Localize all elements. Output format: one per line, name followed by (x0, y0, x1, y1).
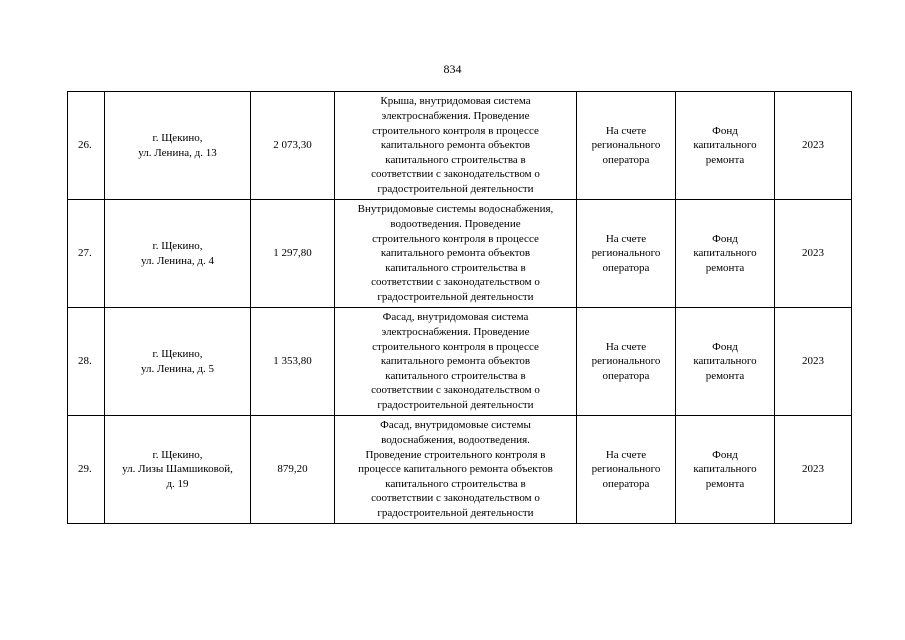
table-row (68, 416, 852, 524)
account-cell-line: регионального (591, 463, 661, 476)
address-cell-line: ул. Лизы Шамшиковой, (122, 463, 233, 476)
address-cell (105, 200, 251, 308)
works-cell (335, 416, 577, 524)
works-cell-line: Проведение строительного контроля в (365, 448, 546, 461)
year-cell: 2023 (775, 92, 852, 200)
fund-cell (676, 200, 775, 308)
works-cell-line: строительного контроля в процессе (372, 340, 539, 353)
repair-program-table (67, 91, 852, 524)
works-cell-line: капитального строительства в (385, 369, 526, 382)
account-cell-line: оператора (602, 477, 650, 490)
table-row (68, 308, 852, 416)
address-cell (105, 416, 251, 524)
account-cell-line: На счете (605, 340, 647, 353)
works-cell-line: строительного контроля в процессе (372, 232, 539, 245)
account-cell-line: оператора (602, 153, 650, 166)
works-cell-line: строительного контроля в процессе (372, 124, 539, 137)
works-cell-line: градостроительной деятельности (377, 182, 534, 195)
address-cell-line: г. Щекино, (152, 131, 203, 144)
address-cell (105, 308, 251, 416)
fund-cell-line: капитального (693, 355, 757, 368)
address-cell-line: ул. Ленина, д. 4 (141, 254, 214, 267)
address-cell-line: д. 19 (166, 477, 189, 490)
fund-cell-line: ремонта (705, 153, 745, 166)
year-cell: 2023 (775, 308, 852, 416)
year-cell: 2023 (775, 200, 852, 308)
cost-cell: 879,20 (251, 416, 335, 524)
address-cell-line: ул. Ленина, д. 13 (138, 146, 217, 159)
account-cell (577, 200, 676, 308)
table-row (68, 200, 852, 308)
account-cell-line: оператора (602, 261, 650, 274)
fund-cell-line: капитального (693, 247, 757, 260)
fund-cell-line: ремонта (705, 261, 745, 274)
works-cell (335, 308, 577, 416)
works-cell (335, 200, 577, 308)
fund-cell-line: Фонд (712, 448, 738, 461)
works-cell-line: водоснабжения, водоотведения. (381, 434, 530, 447)
works-cell-line: соответствии с законодательством о (371, 384, 540, 397)
works-cell-line: капитального строительства в (385, 153, 526, 166)
address-cell-line: г. Щекино, (152, 239, 203, 252)
works-cell-line: капитального ремонта объектов (380, 355, 531, 368)
address-cell-line: ул. Ленина, д. 5 (141, 362, 214, 375)
works-cell-line: соответствии с законодательством о (371, 276, 540, 289)
works-cell (335, 92, 577, 200)
cost-cell: 1 353,80 (251, 308, 335, 416)
works-cell-line: градостроительной деятельности (377, 290, 534, 303)
works-cell-line: электроснабжения. Проведение (381, 110, 530, 123)
fund-cell-line: капитального (693, 139, 757, 152)
works-cell-line: электроснабжения. Проведение (381, 326, 530, 339)
works-cell-line: градостроительной деятельности (377, 506, 534, 519)
row-number: 28. (68, 308, 105, 416)
fund-cell-line: Фонд (712, 340, 738, 353)
table-body (68, 92, 852, 524)
account-cell (577, 416, 676, 524)
fund-cell (676, 308, 775, 416)
row-number: 26. (68, 92, 105, 200)
page-number: 834 (443, 62, 462, 76)
address-cell-line: г. Щекино, (152, 448, 203, 461)
account-cell-line: регионального (591, 139, 661, 152)
row-number: 27. (68, 200, 105, 308)
account-cell-line: На счете (605, 232, 647, 245)
address-cell-line: г. Щекино, (152, 347, 203, 360)
fund-cell-line: капитального (693, 463, 757, 476)
account-cell-line: На счете (605, 124, 647, 137)
works-cell-line: капитального ремонта объектов (380, 139, 531, 152)
works-cell-line: градостроительной деятельности (377, 398, 534, 411)
account-cell (577, 308, 676, 416)
account-cell (577, 92, 676, 200)
works-cell-line: капитального строительства в (385, 261, 526, 274)
fund-cell (676, 92, 775, 200)
works-cell-line: Фасад, внутридомовые системы (380, 419, 531, 432)
year-cell: 2023 (775, 416, 852, 524)
account-cell-line: оператора (602, 369, 650, 382)
works-cell-line: капитального строительства в (385, 477, 526, 490)
works-cell-line: капитального ремонта объектов (380, 247, 531, 260)
account-cell-line: регионального (591, 247, 661, 260)
address-cell (105, 92, 251, 200)
works-cell-line: Фасад, внутридомовая система (382, 311, 529, 324)
fund-cell-line: ремонта (705, 369, 745, 382)
works-cell-line: водоотведения. Проведение (390, 218, 521, 231)
works-cell-line: Крыша, внутридомовая система (380, 95, 531, 108)
fund-cell (676, 416, 775, 524)
cost-cell: 2 073,30 (251, 92, 335, 200)
cost-cell: 1 297,80 (251, 200, 335, 308)
table-row (68, 92, 852, 200)
account-cell-line: На счете (605, 448, 647, 461)
fund-cell-line: Фонд (712, 232, 738, 245)
fund-cell-line: ремонта (705, 477, 745, 490)
works-cell-line: Внутридомовые системы водоснабжения, (357, 203, 554, 216)
fund-cell-line: Фонд (712, 124, 738, 137)
works-cell-line: соответствии с законодательством о (371, 168, 540, 181)
works-cell-line: процессе капитального ремонта объектов (358, 463, 553, 476)
account-cell-line: регионального (591, 355, 661, 368)
row-number: 29. (68, 416, 105, 524)
works-cell-line: соответствии с законодательством о (371, 492, 540, 505)
